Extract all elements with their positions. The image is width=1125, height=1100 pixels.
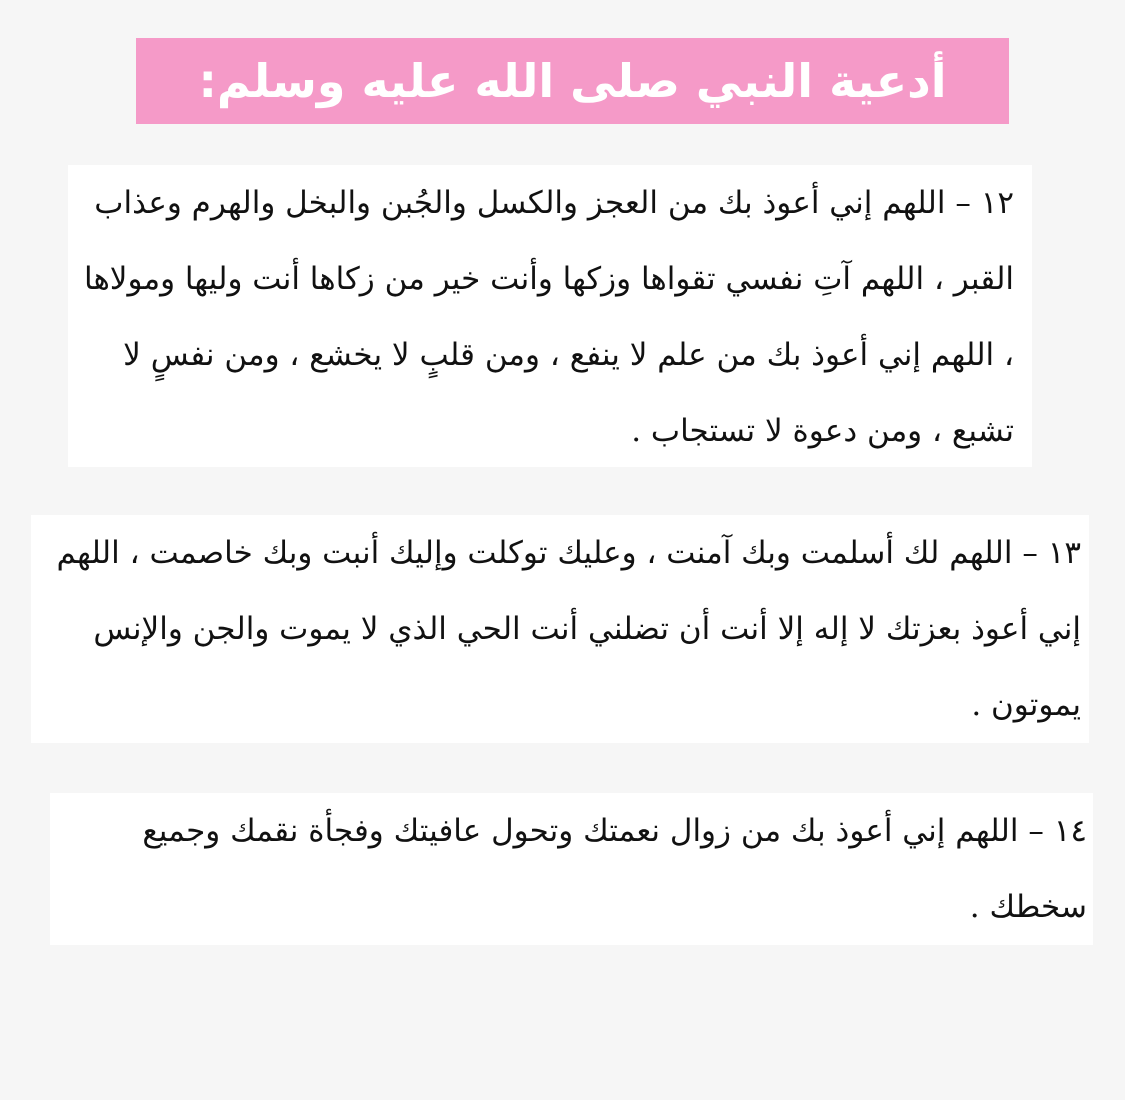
dua-block-13 [31,515,1089,743]
title-banner [136,38,1009,124]
dua-text: ١٣ – اللهم لك أسلمت وبك آمنت ، وعليك توكلت وإليك أنبت وبك خاصمت ، اللهم إني أعوذ بعزتك لا إله إلا أنت أن تضلني أنت الحي الذي لا يموت والجن والإنس يموتون . [56,535,1081,723]
dua-block-14 [50,793,1093,945]
page-title: أدعية النبي صلى الله عليه وسلم: [198,54,947,108]
dua-block-12 [68,165,1032,467]
dua-text: ١٢ – اللهم إني أعوذ بك من العجز والكسل والجُبن والبخل والهرم وعذاب القبر ، اللهم آتِ نفسي تقواها وزكها وأنت خير من زكاها أنت وليها ومولاها ، اللهم إني أعوذ بك من علم لا ينفع ، ومن قلبٍ لا يخشع ، ومن نفسٍ لا تشبع ، ومن دعوة لا تستجاب . [84,185,1014,449]
dua-text: ١٤ – اللهم إني أعوذ بك من زوال نعمتك وتحول عافيتك وفجأة نقمك وجميع سخطك . [142,813,1087,925]
